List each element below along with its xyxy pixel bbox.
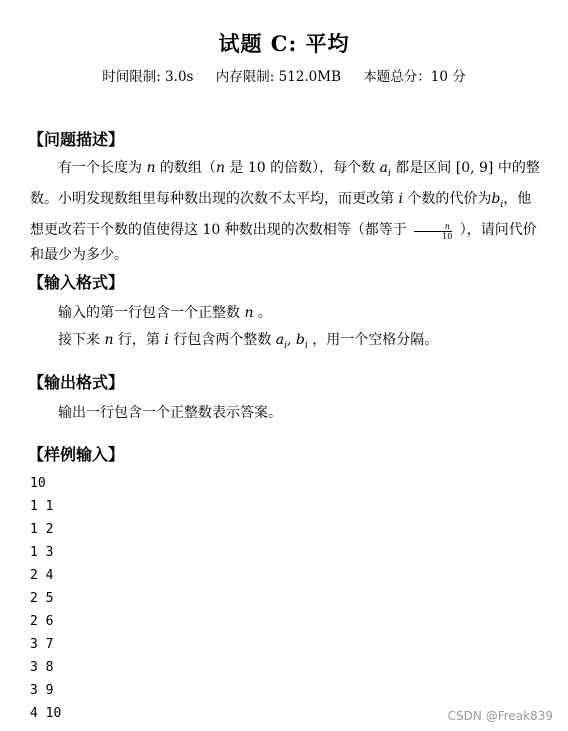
memory-limit: 内存限制: 512.0MB <box>215 69 341 85</box>
sample-line: 10 <box>30 476 46 491</box>
sample-line: 1 2 <box>30 522 54 537</box>
sample-line: 3 9 <box>30 683 54 698</box>
sample-input-heading: 【样例输入】 <box>28 445 125 464</box>
sample-line: 3 7 <box>30 637 54 652</box>
time-limit: 时间限制: 3.0s <box>102 69 194 85</box>
description-text: 有一个长度为 n 的数组（n 是 10 的倍数），每个数 $a_i$ 都是区间 [0, 9] 中的整数。小明发现数组里每种数出现的次数不太平均，而更改第 i 个数的代价为$b_i$，他想更改若干个数的值使得这 10 种数出现的次数相等（都等于 $\frac{n}{10}$ ），请问代价和最少为多少。 <box>30 160 540 263</box>
output-line-1: 输出一行包含一个正整数表示答案。 <box>58 405 282 421</box>
sample-line: 1 3 <box>30 545 54 560</box>
problem-title: 试题 C: 平均 <box>218 31 350 56</box>
output-heading: 【输出格式】 <box>28 373 125 392</box>
sample-line: 3 8 <box>30 660 54 675</box>
sample-line: 2 4 <box>30 568 54 583</box>
total-score: 本题总分：10 分 <box>363 69 466 85</box>
sample-line: 2 6 <box>30 614 54 629</box>
sample-line: 2 5 <box>30 591 54 606</box>
problem-meta <box>0 65 568 85</box>
input-line-1: 输入的第一行包含一个正整数 n 。 <box>58 305 272 321</box>
sample-line: 1 1 <box>30 499 54 514</box>
fraction-n-over-10: $\frac{n}{10}$ <box>414 222 452 241</box>
sample-line: 4 10 <box>30 706 62 721</box>
description-heading: 【问题描述】 <box>28 130 125 149</box>
input-line-2: 接下来 n 行，第 i 行包含两个整数 $a_i$, $b_i$ ，用一个空格分隔。 <box>58 332 439 351</box>
watermark: CSDN @Freak839 <box>447 709 553 723</box>
input-heading: 【输入格式】 <box>28 273 125 292</box>
